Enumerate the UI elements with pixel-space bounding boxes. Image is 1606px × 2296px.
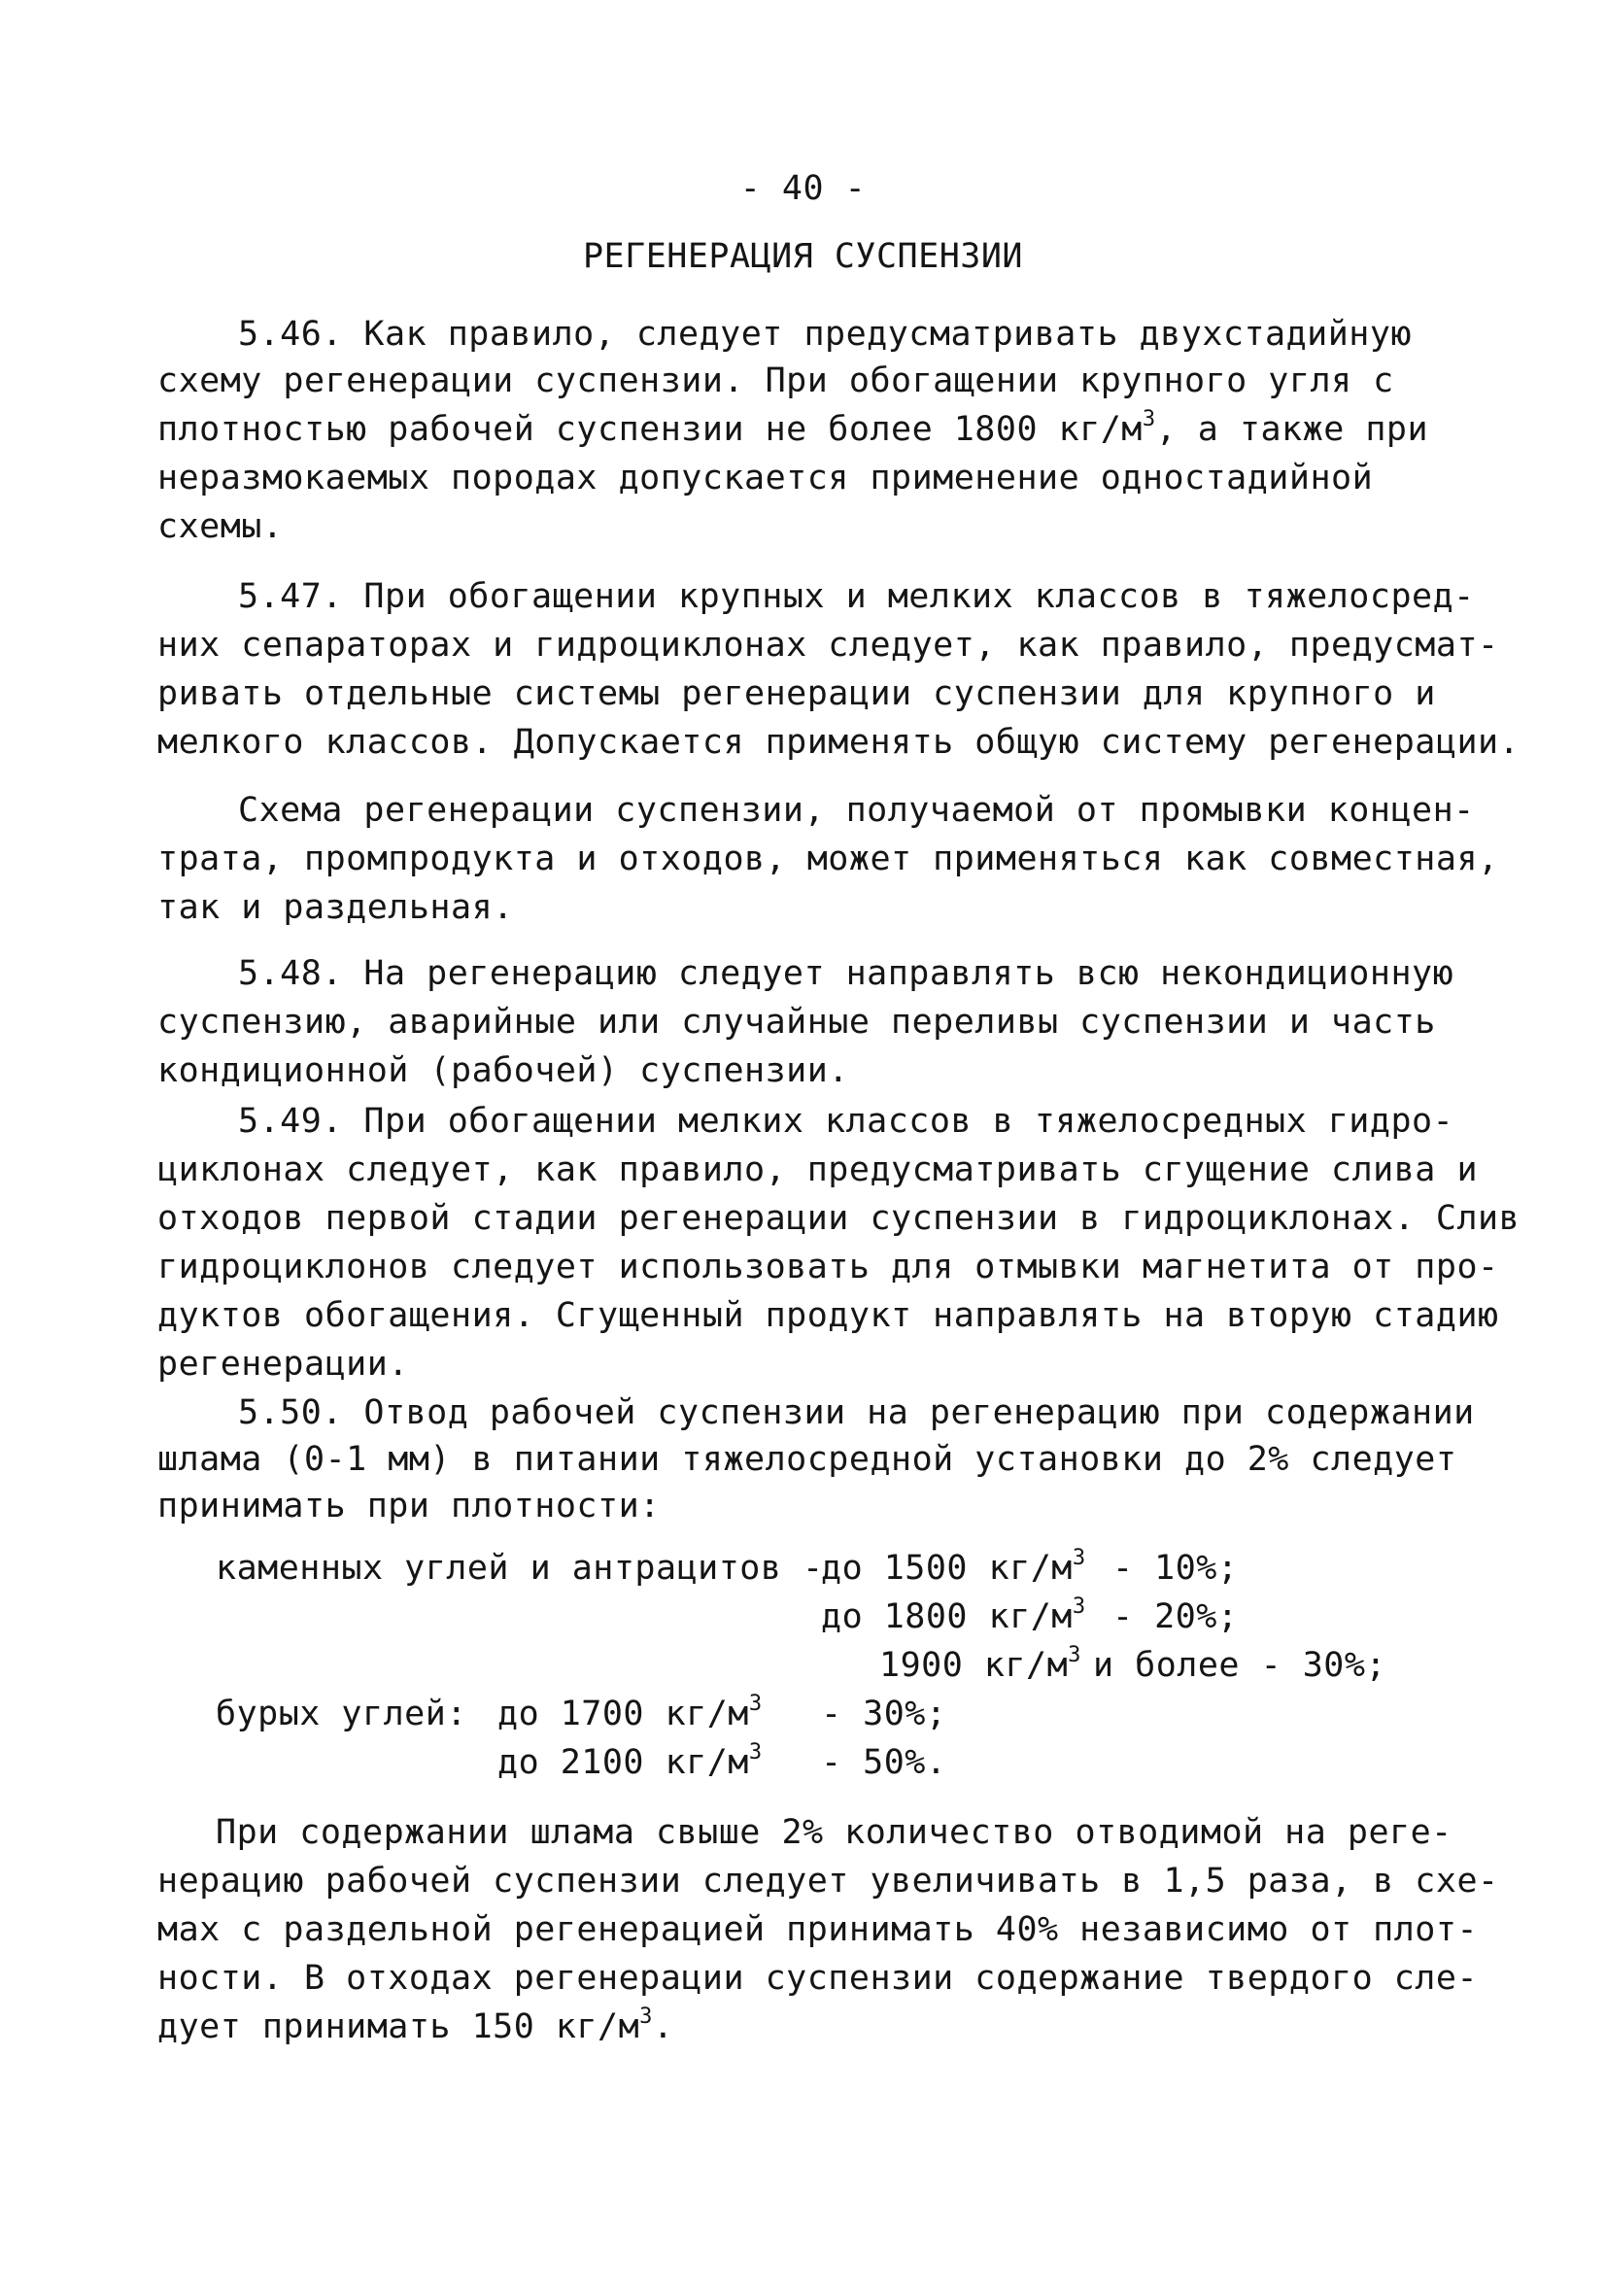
brown-share-1: - 30%;: [821, 1695, 947, 1733]
s547-line-2: них сепараторах и гидроциклонах следует, как правило, предусмат-: [157, 626, 1499, 665]
s548-line-1: 5.48. На регенерацию следует направлять всю некондиционную: [238, 954, 1454, 993]
coal-limit-3-sup: 3: [1068, 1643, 1081, 1667]
page-number: - 40 -: [739, 169, 867, 208]
s546-line-3-sup: 3: [1142, 407, 1156, 431]
coal-limit-3: [879, 1642, 1081, 1689]
coal-limit-2-sup: 3: [1072, 1594, 1086, 1619]
coal-share-2: - 20%;: [1112, 1597, 1239, 1636]
brown-limit-2-sup: 3: [748, 1740, 763, 1765]
coal-share-3: и более - 30%;: [1093, 1646, 1387, 1685]
s549-line-6: регенерации.: [157, 1345, 409, 1384]
s548-line-2: суспензию, аварийные или случайные переливы суспензии и часть: [157, 1003, 1436, 1042]
coal-limit-2-text: до 1800 кг/м: [821, 1597, 1073, 1636]
s546-line-5: схемы.: [157, 507, 284, 546]
s547-line-3: ривать отдельные системы регенерации суспензии для крупного и: [157, 674, 1436, 713]
coal-limit-1-sup: 3: [1072, 1546, 1086, 1570]
brown-limit-1: [497, 1691, 763, 1737]
sludge-line-5-tail: .: [652, 2007, 674, 2046]
brown-limit-2-text: до 2100 кг/м: [497, 1743, 749, 1782]
s550-line-3: принимать при плотности:: [157, 1487, 661, 1525]
s546-line-1: 5.46. Как правило, следует предусматривать двухстадийную: [238, 315, 1413, 354]
coal-limit-1: [821, 1545, 1086, 1592]
s550-line-2: шлама (0-1 мм) в питании тяжелосредной установки до 2% следует: [157, 1440, 1457, 1479]
sludge-line-5-text: дует принимать 150 кг/м: [157, 2007, 640, 2046]
s546-line-4: неразмокаемых породах допускается применение одностадийной: [157, 459, 1374, 497]
section-heading: РЕГЕНЕРАЦИЯ СУСПЕНЗИИ: [582, 237, 1023, 276]
sludge-line-1: При содержании шлама свыше 2% количество отводимой на реге-: [216, 1813, 1452, 1852]
s547-line-1: 5.47. При обогащении крупных и мелких классов в тяжелосред-: [238, 577, 1475, 616]
brown-share-2: - 50%.: [821, 1743, 947, 1782]
s548-line-3: кондиционной (рабочей) суспензии.: [157, 1051, 849, 1090]
brown-limit-1-text: до 1700 кг/м: [497, 1695, 749, 1733]
coal-limit-3-text: 1900 кг/м: [879, 1646, 1069, 1685]
sludge-line-2: нерацию рабочей суспензии следует увеличивать в 1,5 раза, в схе-: [157, 1862, 1499, 1901]
coal-limit-1-text: до 1500 кг/м: [821, 1549, 1073, 1588]
sludge-line-3: мах с раздельной регенерацией принимать 40% независимо от плот-: [157, 1910, 1479, 1949]
s549-line-5: дуктов обогащения. Сгущенный продукт направлять на вторую стадию: [157, 1296, 1499, 1335]
coal-limit-2: [821, 1593, 1086, 1640]
scheme-line-3: так и раздельная.: [157, 888, 514, 927]
s546-line-3: [157, 406, 1450, 453]
s549-line-2: циклонах следует, как правило, предусматривать сгущение слива и: [157, 1150, 1479, 1189]
s550-line-1: 5.50. Отвод рабочей суспензии на регенерацию при содержании: [238, 1393, 1475, 1432]
scheme-line-2: трата, промпродукта и отходов, может применяться как совместная,: [157, 840, 1499, 878]
scheme-line-1: Схема регенерации суспензии, получаемой от промывки концен-: [238, 791, 1475, 830]
sludge-line-5-sup: 3: [639, 2005, 653, 2029]
sludge-line-5: [157, 2004, 1450, 2050]
s549-line-1: 5.49. При обогащении мелких классов в тяжелосредных гидро-: [238, 1102, 1454, 1141]
brown-label: бурых углей:: [216, 1695, 467, 1733]
coal-share-1: - 10%;: [1112, 1549, 1239, 1588]
brown-limit-2: [497, 1739, 763, 1786]
s547-line-4: мелкого классов. Допускается применять общую систему регенерации.: [157, 723, 1521, 762]
s546-line-2: схему регенерации суспензии. При обогащении крупного угля с: [157, 361, 1394, 400]
brown-limit-1-sup: 3: [748, 1692, 763, 1716]
s549-line-4: гидроциклонов следует использовать для отмывки магнетита от про-: [157, 1248, 1499, 1286]
s546-line-3-text: плотностью рабочей суспензии не более 1800 кг/м: [157, 410, 1143, 449]
sludge-line-4: ности. В отходах регенерации суспензии содержание твердого сле-: [157, 1959, 1479, 1998]
s546-line-3-tail: , а также при: [1155, 410, 1429, 449]
s549-line-3: отходов первой стадии регенерации суспензии в гидроциклонах. Слив: [157, 1199, 1521, 1238]
coal-label: каменных углей и антрацитов -: [216, 1549, 824, 1588]
